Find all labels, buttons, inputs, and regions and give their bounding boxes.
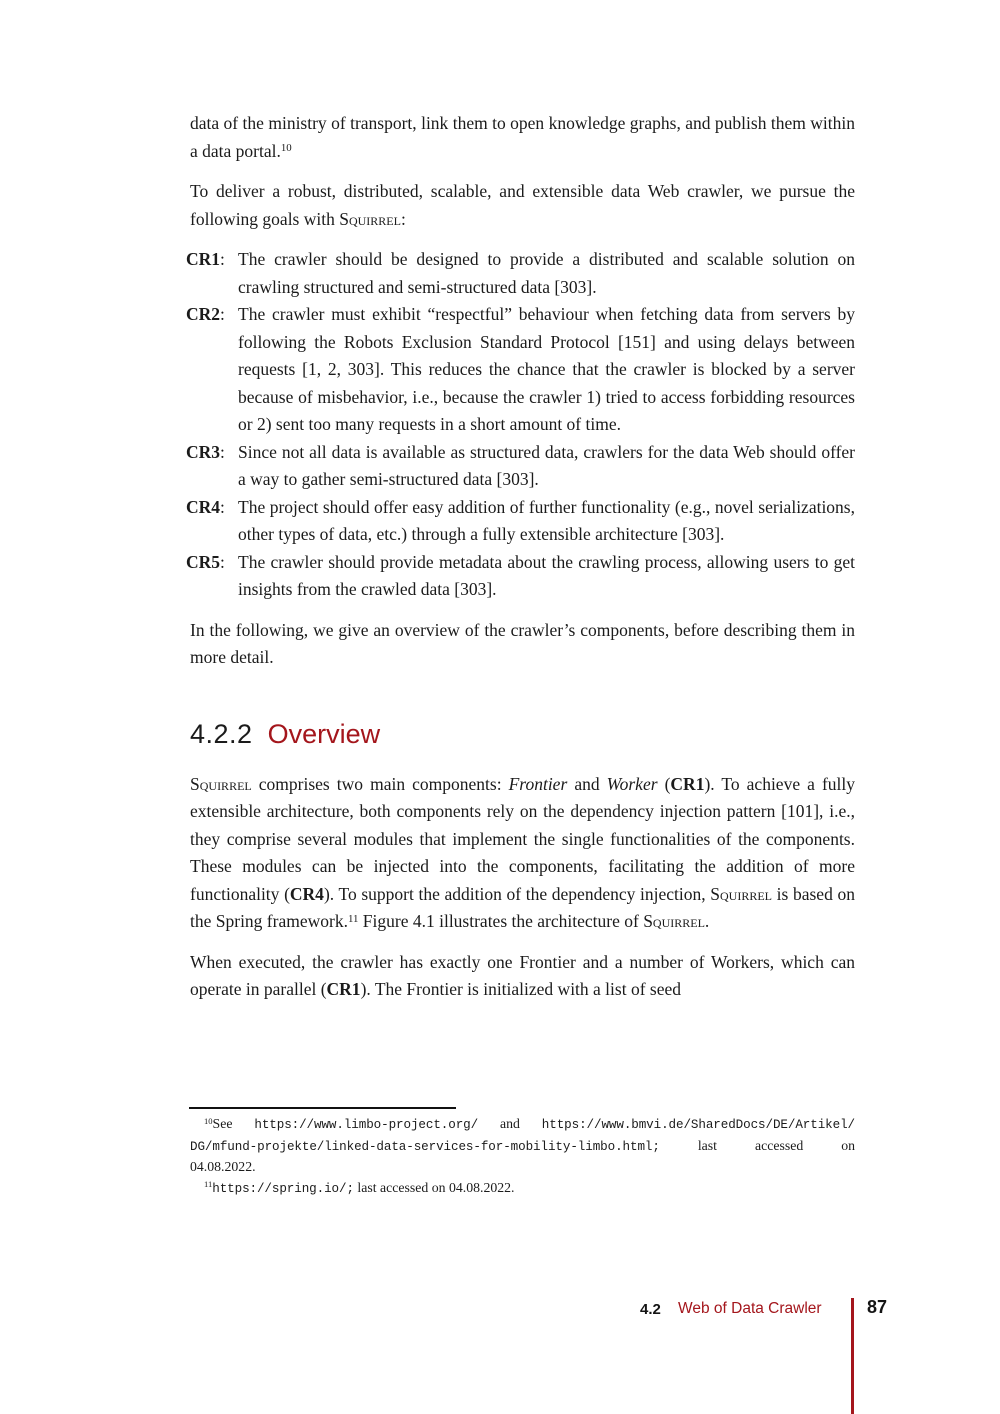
text-segment-text: :	[220, 496, 225, 517]
text-segment-sup: 10	[280, 142, 292, 155]
text-segment-text: The project should offer easy addition of further functionality (e.g., novel serializations, other types of data, etc.) through a fully extensible architecture [303].	[238, 496, 855, 544]
text-segment-b: CR2	[186, 304, 221, 324]
text-segment-text: To deliver a robust, distributed, scalable, and extensible data Web crawler, we pursue the following goals with	[190, 181, 855, 229]
text-segment-sc: Squirrel	[190, 773, 252, 794]
section-heading-title: Overview	[267, 718, 381, 749]
text-segment-sup: 11	[204, 1179, 213, 1190]
text-segment-sup: 11	[347, 912, 359, 925]
text-segment-text: and	[478, 1116, 542, 1131]
text-segment-text: Since not all data is available as structured data, crawlers for the data Web should offer a way to gather semi-structured data [303].	[238, 441, 855, 489]
list-item-cr5-label	[186, 549, 225, 577]
list-item-cr3-text	[238, 442, 855, 490]
text-segment-b: CR3	[186, 441, 221, 462]
text-segment-text: last accessed on 04.08.2022.	[353, 1179, 515, 1195]
paragraph-continuation	[190, 110, 855, 165]
text-segment-b: CR1	[186, 249, 221, 269]
list-item-cr1	[186, 246, 855, 301]
text-segment-text: :	[220, 249, 225, 269]
text-segment-text: In the following, we give an overview of the crawler’s components, before describing them in more detail.	[190, 619, 855, 667]
section-heading	[190, 718, 855, 750]
text-segment-b: CR4	[289, 883, 324, 904]
text-segment-text: last accessed on	[659, 1137, 855, 1153]
list-item-cr1-text	[238, 249, 855, 297]
text-segment-b: CR1	[326, 979, 361, 999]
page-content	[186, 110, 856, 1004]
list-item-cr1-label	[186, 246, 225, 274]
paragraph-transition	[190, 617, 855, 672]
text-segment-text: See	[212, 1116, 255, 1131]
text-segment-b: CR4	[186, 496, 221, 517]
text-segment-text: :	[400, 208, 406, 229]
text-segment-text: ). To achieve a fully extensible architecture, both components rely on the dependency injection pattern [101], i.e., they comprise several modules that implement the single functionalities of the components. These modules can be injected into the components, facilitating the addition of more functionality (	[190, 773, 856, 904]
paragraph-execution	[190, 949, 855, 1004]
text-segment-b: CR5	[186, 551, 221, 572]
text-segment-text: 04.08.2022.	[190, 1159, 256, 1174]
list-item-cr4-label	[186, 494, 225, 522]
text-segment-sc: Squirrel	[643, 911, 705, 931]
text-segment-m: https://www.limbo-project.org/	[254, 1118, 479, 1132]
footnotes-block	[190, 1114, 855, 1199]
paragraph-goals-intro	[190, 178, 855, 233]
text-segment-text: (	[657, 773, 671, 794]
list-item-cr5-text	[238, 552, 855, 600]
text-segment-i: Frontier	[508, 773, 568, 794]
text-segment-i: Worker	[606, 773, 658, 794]
list-item-cr5	[186, 549, 855, 604]
list-item-cr4-text	[238, 497, 855, 545]
text-segment-sup: 10	[204, 1115, 213, 1126]
list-item-cr4	[186, 494, 855, 549]
text-segment-text: comprises two main components:	[251, 773, 509, 794]
footnote-separator-rule	[189, 1107, 456, 1109]
text-segment-text: The crawler must exhibit “respectful” behaviour when fetching data from servers by following the Robots Exclusion Standard Protocol [151] and using delays between requests [1, 2, 303]. This reduces the chance that the crawler is blocked by a server because of misbehavior, i.e., because the crawler 1) tried to access forbidding resources or 2) sent too many requests in a short amount of time.	[238, 304, 855, 434]
text-segment-text: ). The Frontier is initialized with a list of seed	[360, 979, 682, 999]
text-segment-text: ). To support the addition of the dependency injection,	[323, 883, 711, 904]
text-segment-sc: Squirrel	[710, 883, 772, 904]
text-segment-b: CR1	[670, 773, 705, 794]
text-segment-m: DG/mfund-projekte/linked-data-services-for-mobility-limbo.html;	[190, 1139, 660, 1154]
list-item-cr2-text	[238, 304, 855, 434]
text-segment-m: https://spring.io/;	[212, 1181, 354, 1196]
footer-section-number: 4.2	[640, 1301, 661, 1318]
footer-divider-line	[851, 1298, 854, 1414]
footnote-10-line-1	[190, 1114, 855, 1136]
footer-section-title: Web of Data Crawler	[678, 1300, 822, 1317]
text-segment-text: :	[220, 551, 225, 572]
list-item-cr3-label	[186, 439, 225, 467]
requirements-list	[186, 246, 855, 604]
section-heading-number: 4.2.2	[190, 718, 253, 749]
footnote-10-line-2	[190, 1136, 855, 1158]
footer-page-number: 87	[867, 1297, 888, 1317]
text-segment-m: https://www.bmvi.de/SharedDocs/DE/Artikel/	[541, 1118, 855, 1132]
list-item-cr2	[186, 301, 855, 439]
text-segment-text: Figure 4.1 illustrates the architecture of	[358, 911, 644, 931]
text-segment-text: data of the ministry of transport, link them to open knowledge graphs, and publish them within a data portal.	[190, 113, 855, 161]
text-segment-text: The crawler should provide metadata about the crawling process, allowing users to get insights from the crawled data [303].	[238, 551, 855, 599]
list-item-cr3	[186, 439, 855, 494]
footnote-11	[190, 1178, 855, 1200]
text-segment-text: and	[567, 773, 607, 794]
text-segment-sc: Squirrel	[339, 208, 401, 229]
text-segment-text: .	[704, 911, 710, 931]
text-segment-text: The crawler should be designed to provide a distributed and scalable solution on crawling structured and semi-structured data [303].	[238, 249, 855, 297]
footnote-10-line-3	[190, 1157, 855, 1178]
text-segment-text: When executed, the crawler has exactly one Frontier and a number of Workers, which can operate in parallel (	[190, 951, 855, 999]
text-segment-text: is based on the Spring framework.	[190, 883, 855, 931]
list-item-cr2-label	[186, 301, 225, 329]
text-segment-text: :	[220, 441, 225, 462]
paragraph-overview	[190, 771, 855, 936]
text-segment-text: :	[220, 304, 225, 324]
